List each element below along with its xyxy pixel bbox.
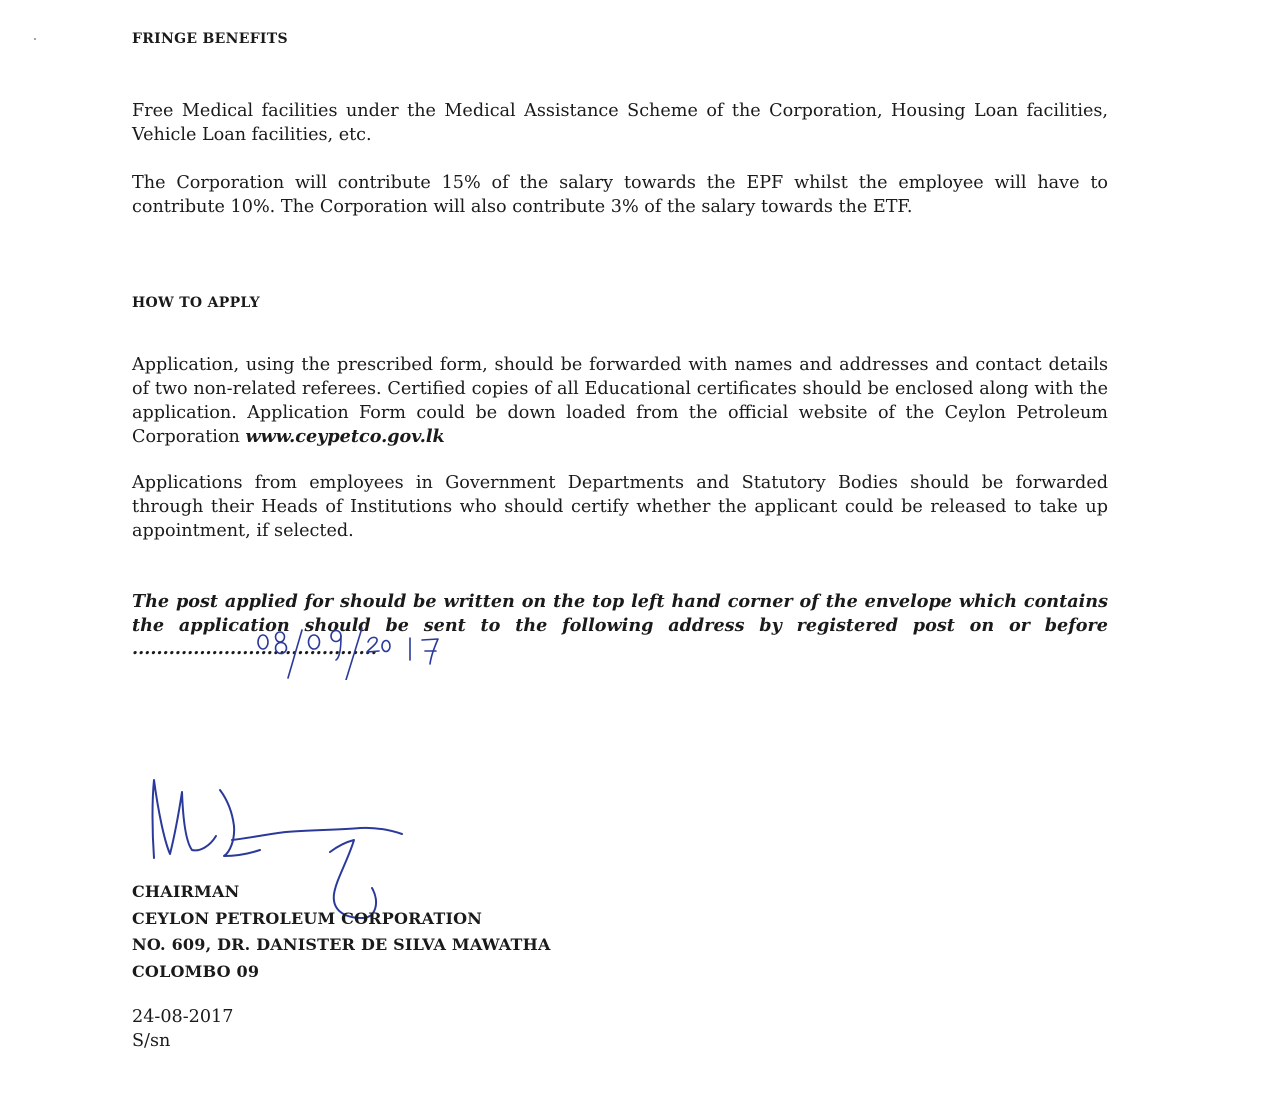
how-to-apply-paragraph-2: Applications from employees in Government Departments and Statutory Bodies should be forwarded through their Heads of Institutions who should certify whether the applicant could be released to take up appointment, if selected. xyxy=(132,473,1108,541)
stray-mark xyxy=(34,38,36,40)
signatory-block xyxy=(132,879,551,985)
how-to-apply-paragraph-1 xyxy=(132,353,1108,449)
fringe-benefits-paragraph-2: The Corporation will contribute 15% of the salary towards the EPF whilst the employee will have to contribute 10%. The Corporation will also contribute 3% of the salary towards the ETF. xyxy=(132,173,1108,217)
signatory-title: CHAIRMAN xyxy=(132,882,240,901)
how-to-apply-paragraph-1-text: Application, using the prescribed form, should be forwarded with names and addresses and contact details of two non-related referees. Certified copies of all Educational certificates should be enclosed along with the application. Application Form could be down loaded from the official website of the Ceylon Petroleum Corporation xyxy=(132,355,1108,447)
website-link[interactable]: www.ceypetco.gov.lk xyxy=(245,426,445,447)
how-to-apply-heading: HOW TO APPLY xyxy=(132,295,260,311)
fringe-benefits-paragraph-1: Free Medical facilities under the Medical Assistance Scheme of the Corporation, Housing Loan facilities, Vehicle Loan facilities, etc. xyxy=(132,101,1108,145)
signatory-address-line-2: COLOMBO 09 xyxy=(132,961,260,981)
signatory-address-line-1: NO. 609, DR. DANISTER DE SILVA MAWATHA xyxy=(132,935,551,954)
document-reference: S/sn xyxy=(132,1031,171,1051)
submission-notice: The post applied for should be written on the top left hand corner of the envelope which contains the application should be sent to the following address by registered post on or before ........................................ xyxy=(132,591,1108,659)
signatory-organization: CEYLON PETROLEUM CORPORATION xyxy=(132,908,483,928)
handwritten-date xyxy=(250,624,460,680)
fringe-benefits-heading: FRINGE BENEFITS xyxy=(132,31,288,47)
document-date: 24-08-2017 xyxy=(132,1007,234,1027)
